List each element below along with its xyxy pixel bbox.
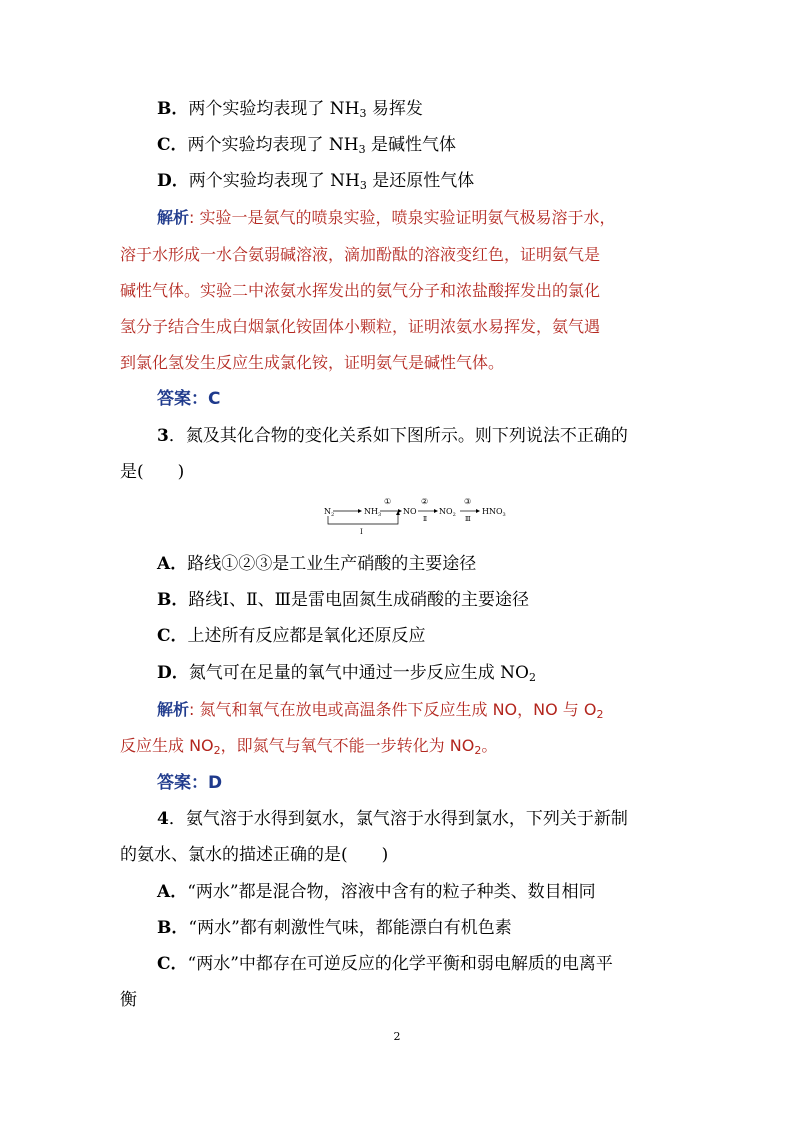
route-1-bracket <box>328 514 398 524</box>
option-b-q2: B．两个实验均表现了 $NH_3$ 易挥发 <box>157 99 423 120</box>
route-3-marker: Ⅲ <box>465 516 471 523</box>
option-d-q2: D．两个实验均表现了 $NH_3$ 是还原性气体 <box>157 171 475 192</box>
step-1-marker: ① <box>384 497 392 506</box>
arrowhead <box>434 509 438 513</box>
question-4-line1: 4．氨气溶于水得到氨水，氯气溶于水得到氯水，下列关于新制 <box>157 809 628 829</box>
question-3-line1: 3．氮及其化合物的变化关系如下图所示。则下列说法不正确的 <box>157 426 628 446</box>
option-c-q4-line2: 衡 <box>120 990 137 1010</box>
step-2-marker: ② <box>421 497 429 506</box>
analysis-q2-line2: 溶于水形成一水合氨弱碱溶液，滴加酚酞的溶液变红色，证明氨气是 <box>120 245 601 264</box>
route-1-marker: Ⅰ <box>360 528 363 536</box>
analysis-q2-line4: 氢分子结合生成白烟氯化铵固体小颗粒，证明浓氨水易挥发，氨气遇 <box>120 317 601 336</box>
option-b-q4: B．“两水”都有刺激性气味，都能漂白有机色素 <box>157 918 512 938</box>
option-a-q4: A．“两水”都是混合物，溶液中含有的粒子种类、数目相同 <box>157 882 596 902</box>
route-2-marker: Ⅱ <box>423 516 428 523</box>
analysis-q2-line1: 解析: 实验一是氨气的喷泉实验，喷泉实验证明氨气极易溶于水， <box>157 208 616 227</box>
nitrogen-conversion-diagram <box>318 490 518 538</box>
arrowhead <box>358 509 362 513</box>
question-3-line2: 是( ) <box>120 462 185 482</box>
option-c-q3: C．上述所有反应都是氧化还原反应 <box>157 626 426 646</box>
page-number: 2 <box>393 1030 401 1043</box>
n2-label: $N_2$ <box>324 507 335 518</box>
step-3-marker: ③ <box>464 497 472 506</box>
analysis-q2-line5: 到氯化氢发生反应生成氯化铵，证明氨气是碱性气体。 <box>120 353 505 372</box>
analysis-q2-line3: 碱性气体。实验二中浓氨水挥发出的氨气分子和浓盐酸挥发出的氯化 <box>120 281 601 300</box>
question-4-line2: 的氨水、氯水的描述正确的是( ) <box>120 845 389 865</box>
option-c-q2: C．两个实验均表现了 $NH_3$ 是碱性气体 <box>157 135 457 156</box>
analysis-q3-line1: 解析: 氮气和氧气在放电或高温条件下反应生成 NO，NO 与 $O_2$ <box>157 700 604 721</box>
option-c-q4: C．“两水”中都存在可逆反应的化学平衡和弱电解质的电离平 <box>157 954 613 974</box>
option-b-q3: B．路线Ⅰ、Ⅱ、Ⅲ是雷电固氮生成硝酸的主要途径 <box>157 590 530 610</box>
arrowhead <box>476 509 480 513</box>
option-d-q3: D．氮气可在足量的氧气中通过一步反应生成 $NO_2$ <box>157 663 536 684</box>
analysis-q3-line2: 反应生成 $NO_2$，即氮气与氧气不能一步转化为 $NO_2$。 <box>120 736 498 757</box>
option-a-q3: A．路线①②③是工业生产硝酸的主要途径 <box>157 554 477 574</box>
no-label: NO <box>403 507 417 516</box>
answer-q3: 答案：D <box>157 773 223 793</box>
hno3-label: $HNO_3$ <box>482 507 506 518</box>
nh3-label: $NH_3$ <box>364 507 382 518</box>
answer-q2: 答案：C <box>157 389 221 409</box>
no2-label: $NO_2$ <box>439 507 456 518</box>
